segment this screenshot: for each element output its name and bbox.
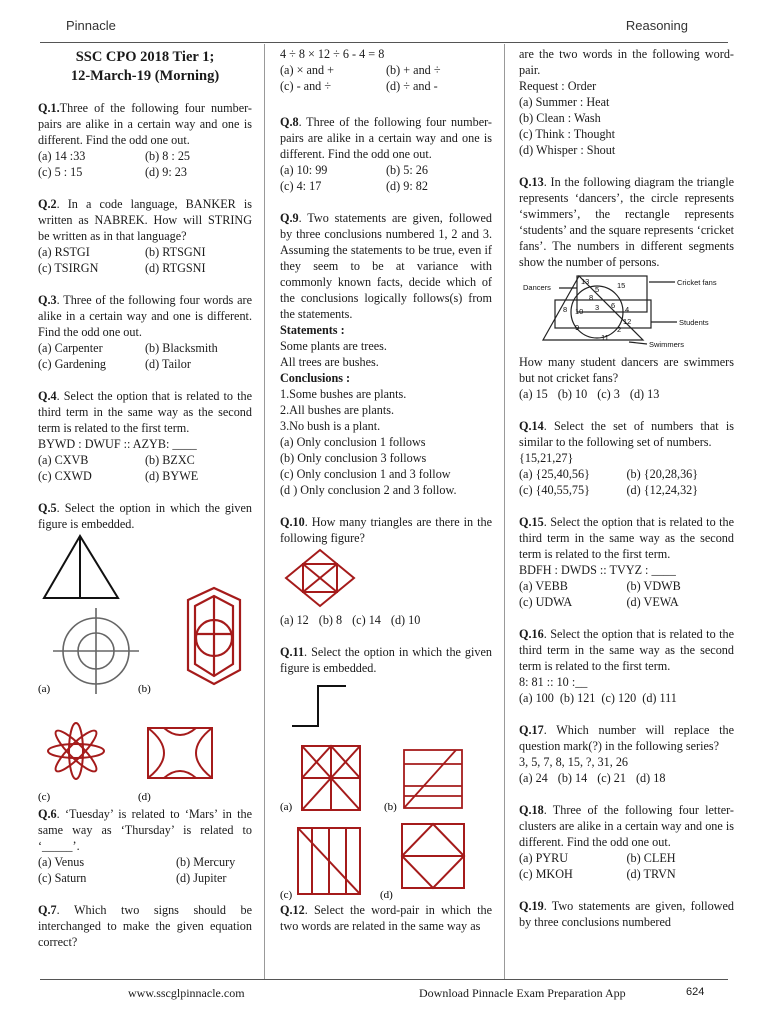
question-1-options: (a) 14 :33 (b) 8 : 25 (c) 5 : 15 (d) 9: 23 (38, 149, 191, 179)
question-3: Q.3. Three of the following four words are alike in a certain way and one is different. Find the odd one out. (38, 293, 252, 339)
q5-label-c: (c) (38, 791, 51, 803)
question-12: Q.12. Select the word-pair in which the two words are related in the same way as (280, 903, 492, 933)
question-17: Q.17. Which number will replace the question mark(?) in the following series? (519, 723, 734, 753)
question-4-options: (a) CXVB (b) BZXC (c) CXWD (d) BYWE (38, 453, 199, 483)
q11-option-b-figure (404, 750, 462, 808)
question-9: Q.9. Two statements are given, followed by three conclusions numbered 1, 2 and 3. Assuming the statements to be true, even if they seem to be at variance with commonly known facts, decide which of the conclusions logically follows(s) from the statements. (280, 211, 492, 321)
question-10: Q.10. How many triangles are there in the following figure? (280, 515, 492, 545)
question-13-venn-diagram (519, 270, 734, 354)
header-left: Pinnacle (66, 18, 116, 33)
dg-label-students: Students (679, 318, 709, 327)
svg-text:3: 3 (595, 303, 600, 312)
question-10-figure (280, 546, 492, 612)
question-13-ask: How many student dancers are swimmers but not cricket fans? (519, 355, 734, 385)
q5-label-b: (b) (138, 683, 151, 695)
q5-given-triangle (44, 536, 118, 598)
q5-option-c-figure (48, 723, 104, 779)
statement-2: All trees are bushes. (280, 355, 379, 369)
column-1 (38, 46, 252, 950)
question-7-options: (a) × and + (b) + and ÷ (c) - and ÷ (d) ÷ and - (280, 63, 441, 93)
question-2-options: (a) RSTGI (b) RTSGNI (c) TSIRGN (d) RTGSNI (38, 245, 206, 275)
question-13-options: (a) 15 (b) 10 (c) 3 (d) 13 (519, 387, 660, 401)
question-17-series: 3, 5, 7, 8, 15, ?, 31, 26 (519, 755, 629, 769)
question-19: Q.19. Two statements are given, followed by three conclusions numbered (519, 899, 734, 929)
svg-text:5: 5 (595, 285, 600, 294)
q12-option-c: (c) Think : Thought (519, 127, 616, 141)
question-6-options: (a) Venus (b) Mercury (c) Saturn (d) Jupiter (38, 855, 236, 885)
q13-diagram-svg (519, 270, 734, 354)
svg-text:6: 6 (611, 301, 616, 310)
q9-option-b: (b) Only conclusion 3 follows (280, 451, 427, 465)
question-18-options: (a) PYRU (b) CLEH (c) MKOH (d) TRVN (519, 851, 676, 881)
conclusion-1: 1.Some bushes are plants. (280, 387, 407, 401)
question-13: Q.13. In the following diagram the triangle represents ‘dancers’, the circle represents ‘swimmers’, the rectangle represents ‘students’ and the square represents ‘cricket fans’. The numbers in different segments show the number of persons. (519, 175, 734, 269)
q12-option-a: (a) Summer : Heat (519, 95, 610, 109)
svg-text:9: 9 (575, 323, 580, 332)
header-right: Reasoning (625, 18, 688, 33)
q11-label-d: (d) (380, 889, 393, 901)
footer-rule (40, 979, 728, 980)
q11-option-a-figure (302, 746, 360, 810)
svg-text:2: 2 (617, 325, 622, 334)
q11-label-b: (b) (384, 801, 397, 813)
question-15-analogy: BDFH : DWDS :: TVYZ : ____ (519, 563, 676, 577)
conclusions-heading: Conclusions : (280, 371, 351, 385)
q11-given-figure (292, 686, 346, 726)
q9-option-d: (d ) Only conclusion 2 and 3 follow. (280, 483, 457, 497)
q5-label-d: (d) (138, 791, 151, 803)
question-14-set: {15,21,27} (519, 451, 574, 465)
question-12-continued: are the two words in the following word-pair. (519, 47, 734, 77)
svg-text:13: 13 (581, 277, 590, 286)
dg-label-swimmers: Swimmers (649, 340, 684, 349)
question-11: Q.11. Select the option in which the given figure is embedded. (280, 645, 492, 675)
q5-option-a-figure (53, 608, 139, 694)
column-divider-2 (504, 44, 505, 980)
question-16-analogy: 8: 81 :: 10 :__ (519, 675, 588, 689)
paper-title: SSC CPO 2018 Tier 1; 12-March-19 (Morning) (70, 49, 220, 84)
dg-label-dancers: Dancers (523, 283, 551, 292)
question-16: Q.16. Select the option that is related to the third term in the same way as the second term is related to the first term. (519, 627, 734, 673)
question-15-options: (a) VEBB (b) VDWB (c) UDWA (d) VEWA (519, 579, 681, 609)
q11-option-c-figure (298, 828, 360, 894)
column-3 (519, 46, 734, 930)
question-14: Q.14. Select the set of numbers that is similar to the following set of numbers. (519, 419, 734, 449)
question-1: Q.1.Three of the following four number-pairs are alike in a certain way and one is different. Find the odd one out. (38, 101, 252, 147)
svg-text:8: 8 (589, 293, 594, 302)
statement-1: Some plants are trees. (280, 339, 387, 353)
question-4-analogy: BYWD : DWUF :: AZYB: ____ (38, 437, 197, 451)
conclusion-2: 2.All bushes are plants. (280, 403, 395, 417)
question-3-options: (a) Carpenter (b) Blacksmith (c) Gardening (d) Tailor (38, 341, 218, 371)
q10-figure-svg (280, 546, 492, 612)
q5-option-b-figure (188, 588, 240, 684)
question-5-figures (38, 532, 252, 806)
question-11-figures (280, 676, 492, 902)
question-17-options: (a) 24 (b) 14 (c) 21 (d) 18 (519, 771, 666, 785)
dg-label-cricket: Cricket fans (677, 278, 717, 287)
question-16-options: (a) 100 (b) 121 (c) 120 (d) 111 (519, 691, 677, 705)
svg-text:8: 8 (563, 305, 568, 314)
footer-app-promo: Download Pinnacle Exam Preparation App (419, 986, 626, 1000)
q11-label-c: (c) (280, 889, 293, 901)
q9-option-c: (c) Only conclusion 1 and 3 follow (280, 467, 451, 481)
q11-option-d-figure (402, 824, 464, 888)
question-4: Q.4. Select the option that is related to the third term in the same way as the second term is related to the first term. (38, 389, 252, 435)
svg-text:4: 4 (625, 305, 630, 314)
question-8: Q.8. Three of the following four number-pairs are alike in a certain way and one is different. Find the odd one out. (280, 115, 492, 161)
page-number: 624 (686, 986, 705, 998)
question-7: Q.7. Which two signs should be interchanged to make the given equation correct? (38, 903, 252, 949)
q11-label-a: (a) (280, 801, 293, 813)
column-2 (280, 46, 492, 934)
question-10-options: (a) 12 (b) 8 (c) 14 (d) 10 (280, 613, 421, 627)
q11-figure-svg (280, 676, 492, 902)
question-14-options: (a) {25,40,56} (b) {20,28,36} (c) {40,55,75} (d) {12,24,32} (519, 467, 699, 497)
q5-option-d-figure (148, 728, 212, 778)
svg-text:15: 15 (617, 281, 626, 290)
question-15: Q.15. Select the option that is related to the third term in the same way as the second term is related to the first term. (519, 515, 734, 561)
svg-text:12: 12 (623, 317, 632, 326)
q5-label-a: (a) (38, 683, 51, 695)
question-7-equation: 4 ÷ 8 × 12 ÷ 6 - 4 = 8 (280, 47, 385, 61)
header-rule (40, 42, 728, 43)
question-12-pair: Request : Order (519, 79, 597, 93)
question-2: Q.2. In a code language, BANKER is written as NABREK. How will STRING be written as in that language? (38, 197, 252, 243)
question-6: Q.6. ‘Tuesday’ is related to ‘Mars’ in the same way as ‘Thursday’ is related to ‘_____’. (38, 807, 252, 853)
q9-option-a: (a) Only conclusion 1 follows (280, 435, 426, 449)
statements-heading: Statements : (280, 323, 345, 337)
q12-option-d: (d) Whisper : Shout (519, 143, 616, 157)
svg-text:10: 10 (575, 307, 584, 316)
question-8-options: (a) 10: 99 (b) 5: 26 (c) 4: 17 (d) 9: 82 (280, 163, 428, 193)
column-divider-1 (264, 44, 265, 980)
q12-option-b: (b) Clean : Wash (519, 111, 601, 125)
footer-website[interactable]: www.sscglpinnacle.com (128, 986, 245, 1000)
svg-text:11: 11 (601, 333, 609, 342)
conclusion-3: 3.No bush is a plant. (280, 419, 381, 433)
question-18: Q.18. Three of the following four letter-clusters are alike in a certain way and one is different. Find the odd one out. (519, 803, 734, 849)
question-5-figure-svg (38, 532, 252, 806)
question-5: Q.5. Select the option in which the given figure is embedded. (38, 501, 252, 531)
